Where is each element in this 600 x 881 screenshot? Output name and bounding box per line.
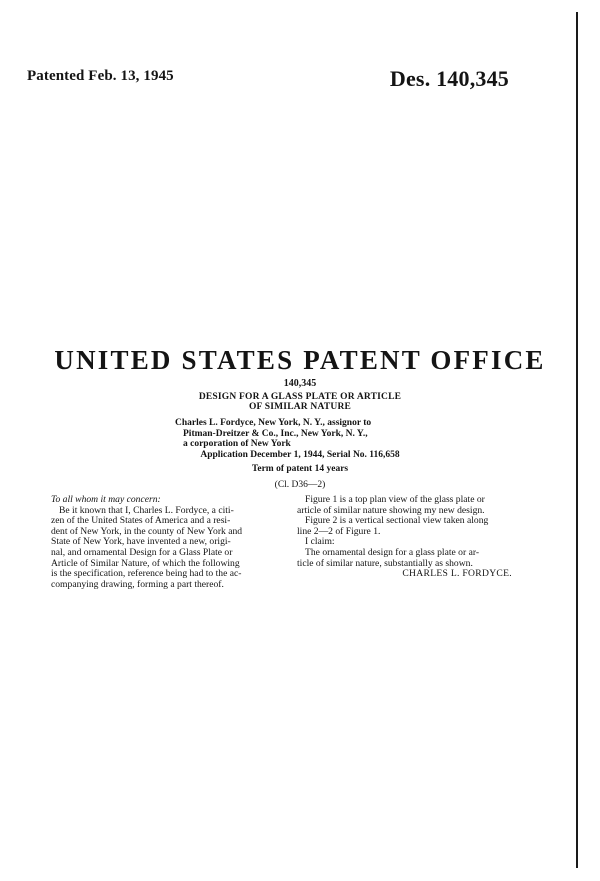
right-column bbox=[297, 495, 512, 580]
design-number: Des. 140,345 bbox=[389, 66, 509, 91]
body-line: companying drawing, forming a part thereof. bbox=[51, 578, 224, 590]
body-line: dent of New York, in the county of New York and bbox=[51, 525, 243, 537]
left-column bbox=[51, 495, 281, 590]
inventor-line: a corporation of New York bbox=[183, 439, 291, 449]
term-line: Term of patent 14 years bbox=[251, 464, 349, 474]
body-line: ticle of similar nature, substantially as shown. bbox=[297, 557, 473, 569]
page-edge-line bbox=[576, 12, 578, 868]
patented-date: Patented Feb. 13, 1945 bbox=[27, 68, 174, 84]
patent-number: 140,345 bbox=[283, 378, 317, 389]
body-line: The ornamental design for a glass plate or ar- bbox=[305, 546, 480, 558]
signature: CHARLES L. FORDYCE. bbox=[402, 568, 512, 580]
body-line: Figure 1 is a top plan view of the glass plate or bbox=[305, 494, 485, 505]
salutation: To all whom it may concern: bbox=[51, 494, 161, 505]
design-title bbox=[0, 393, 600, 412]
classification: (Cl. D36—2) bbox=[274, 480, 326, 490]
application-line: Application December 1, 1944, Serial No. 116,658 bbox=[200, 450, 400, 460]
inventor-block bbox=[175, 418, 371, 450]
body-line: Figure 2 is a vertical sectional view taken along bbox=[305, 515, 489, 527]
body-line: zen of the United States of America and a resi- bbox=[51, 515, 231, 527]
body-line: article of similar nature showing my new design. bbox=[297, 504, 485, 516]
office-title: UNITED STATES PATENT OFFICE bbox=[54, 345, 546, 375]
design-title-line: OF SIMILAR NATURE bbox=[248, 401, 352, 412]
design-title-line: DESIGN FOR A GLASS PLATE OR ARTICLE bbox=[198, 392, 402, 402]
body-line: State of New York, have invented a new, origi- bbox=[51, 536, 231, 548]
inventor-line: Pitman-Dreitzer & Co., Inc., New York, N. Y., bbox=[183, 428, 368, 439]
claim-heading: I claim: bbox=[305, 536, 335, 548]
inventor-line: Charles L. Fordyce, New York, N. Y., assignor to bbox=[175, 418, 372, 428]
body-line: is the specification, reference being had to the ac- bbox=[51, 568, 242, 580]
body-line: Article of Similar Nature, of which the following bbox=[51, 557, 240, 569]
body-line: nal, and ornamental Design for a Glass Plate or bbox=[51, 546, 233, 558]
body-line: line 2—2 of Figure 1. bbox=[297, 525, 381, 537]
body-line: Be it known that I, Charles L. Fordyce, a citi- bbox=[59, 504, 234, 516]
